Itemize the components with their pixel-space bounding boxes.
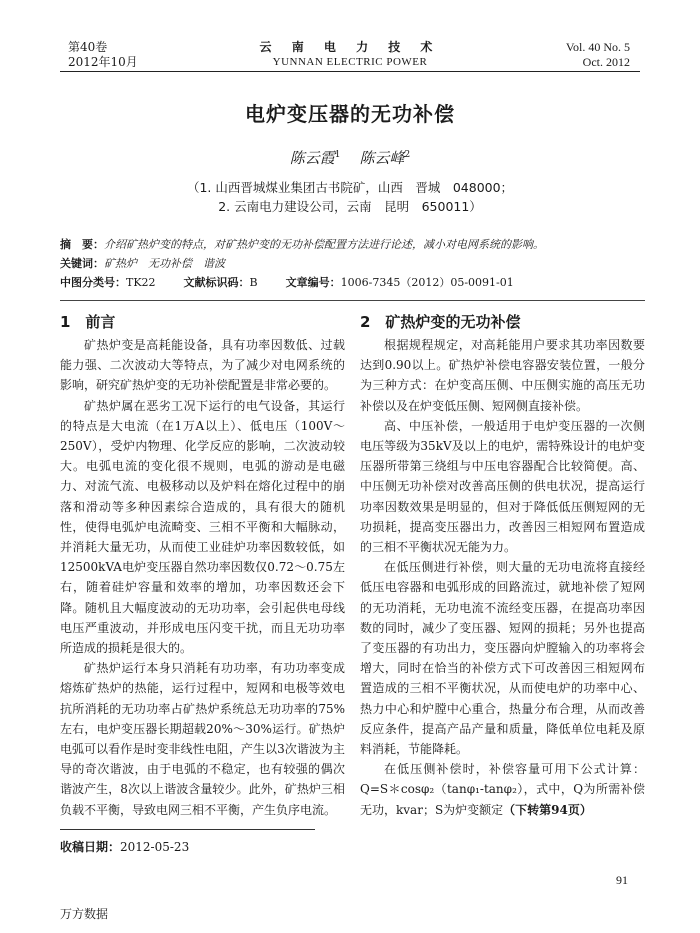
- affiliation-line: （1. 山西晋城煤业集团古书院矿，山西 晋城 048000；: [186, 180, 514, 195]
- right-column: [360, 311, 645, 820]
- abstract-label: 摘 要：: [60, 238, 104, 251]
- keywords-text: 矿热炉 无功补偿 谐波: [104, 257, 225, 270]
- clc-label: 中图分类号：: [60, 276, 126, 289]
- received-date-footnote: [60, 838, 189, 855]
- abstract: [60, 235, 645, 254]
- keywords: [60, 254, 645, 273]
- watermark: 万方数据: [60, 907, 109, 921]
- formula-paragraph-text: 在低压侧补偿时，补偿容量可用下公式计算：Q=S＊cosφ₂（tanφ₁-tanφ₂），式中，Q为所需补偿无功，kvar；S为炉变额定: [360, 762, 645, 817]
- affiliations: [0, 178, 700, 216]
- running-header-center: [220, 40, 480, 70]
- left-column: [60, 311, 345, 820]
- volume-number-en: Vol. 40 No. 5: [565, 40, 630, 54]
- issue-date: 2012年10月: [68, 55, 138, 69]
- front-matter-divider: [60, 300, 645, 301]
- page-number: 91: [616, 873, 628, 887]
- clc-code: TK22: [126, 276, 156, 289]
- affiliation-line: 2. 云南电力建设公司，云南 昆明 650011）: [218, 199, 482, 214]
- body-paragraph: 在低压侧进行补偿，则大量的无功电流将直接经低压电容器和电弧形成的回路流过，就地补偿了短网的无功消耗，无功电流不流经变压器，在提高功率因数的同时，减少了变压器、短网的损耗；另外也提高了变压器的有功出力，变压器向炉膛输入的功率将会增大，同时在恰当的补偿方式下可改善因三相短网布置造成的三相不平衡状况，从而使电炉的功率中心、热力中心和炉膛中心重合，热量分布合理，从而改善反应条件，提高产品产量和质量，降低单位电耗及原料消耗，节能降耗。: [360, 560, 645, 757]
- front-matter: [60, 235, 645, 292]
- body-paragraph: [360, 759, 645, 820]
- body-paragraph: 高、中压补偿，一般适用于电炉变压器的一次侧电压等级为35kV及以上的电炉，需特殊设计的电炉变压器所带第三绕组与中压电容器配合比较简便。高、中压侧无功补偿对改善高压侧的供电状况，提高运行功率因数效果是明显的，但对于降低低压侧短网的无功损耗，提高变压器出力，改善因三相短网布置造成的三相不平衡状况无能为力。: [360, 418, 645, 555]
- document-code-label: 文献标识码：: [183, 276, 250, 289]
- journal-name-cn: 云 南 电 力 技 术: [259, 40, 441, 54]
- body-paragraph: 矿热炉变是高耗能设备，具有功率因数低、过载能力强、二次波动大等特点，为了减少对电网系统的影响，研究矿热炉变的无功补偿配置是非常必要的。: [60, 338, 345, 393]
- journal-name-en: YUNNAN ELECTRIC POWER: [272, 56, 428, 68]
- received-label: 收稿日期：: [60, 840, 121, 854]
- abstract-text: 介绍矿热炉变的特点，对矿热炉变的无功补偿配置方法进行论述，减小对电网系统的影响。: [104, 238, 544, 251]
- header-divider: [60, 71, 640, 72]
- body-paragraph: 矿热炉运行本身只消耗有功功率，有功功率变成熔炼矿热炉的热能，运行过程中，短网和电极等效电抗所消耗的无功功率占矿热炉系统总无功功率的75%左右，电炉变压器长期超载20%～30%运行。矿热炉电弧可以看作是时变非线性电阻，产生以3次谐波为主导的奇次谐波，由于电弧的不稳定，也有较强的偶次谐波产生，8次以上谐波含量较少。此外，矿热炉三相负载不平衡，导致电网三相不平衡，产生负序电流。: [60, 661, 345, 817]
- article-number-label: 文章编号：: [285, 276, 341, 289]
- section-heading-compensation: 2 矿热炉变的无功补偿: [360, 313, 521, 331]
- volume-label: 第40卷: [68, 40, 108, 54]
- author-line: [0, 147, 700, 168]
- received-date: 2012-05-23: [120, 840, 190, 854]
- continued-note: （下转第94页）: [503, 802, 592, 817]
- author-name: 陈云峰: [359, 149, 405, 167]
- classification-line: [60, 273, 645, 292]
- footnote-divider: [60, 829, 315, 830]
- author-affiliation-mark: 2: [404, 150, 411, 160]
- issue-month-en: Oct. 2012: [582, 55, 630, 69]
- article-number: 1006-7345（2012）05-0091-01: [340, 276, 514, 289]
- running-header-left: [68, 40, 138, 70]
- running-header-right: [566, 40, 630, 70]
- author-name: 陈云霞: [289, 149, 335, 167]
- body-paragraph: 矿热炉属在恶劣工况下运行的电气设备，其运行的特点是大电流（在1万A以上）、低电压（100V～250V），受炉内物理、化学反应的影响，二次波动较大。电弧电流的变化很不规则，电弧的游动是电磁力、对流气流、电极移动以及炉料在熔化过程中的崩落和滑动等多种因素综合造成的，具有很大的随机性，使得电弧炉电流畸变、三相不平衡和大幅脉动，并消耗大量无功，从而使工业硅炉功率因数较低，如12500kVA电炉变压器自然功率因数仅0.72～0.75左右，随着硅炉容量和效率的增加，功率因数还会下降。随机且大幅度波动的无功功率，会引起供电母线电压严重波动，并形成电压闪变干扰，而且无功功率所造成的损耗是很大的。: [60, 398, 345, 656]
- document-code: B: [249, 276, 258, 289]
- body-paragraph: 根据规程规定，对高耗能用户要求其功率因数要达到0.90以上。矿热炉补偿电容器安装位置，一般分为三种方式：在炉变高压侧、中压侧实施的高压无功补偿以及在炉变低压侧、短网侧直接补偿。: [360, 338, 645, 413]
- paper-title: 电炉变压器的无功补偿: [245, 102, 455, 126]
- section-heading-introduction: 1 前言: [60, 313, 116, 331]
- keywords-label: 关键词：: [60, 257, 104, 270]
- author-affiliation-mark: 1: [334, 150, 341, 160]
